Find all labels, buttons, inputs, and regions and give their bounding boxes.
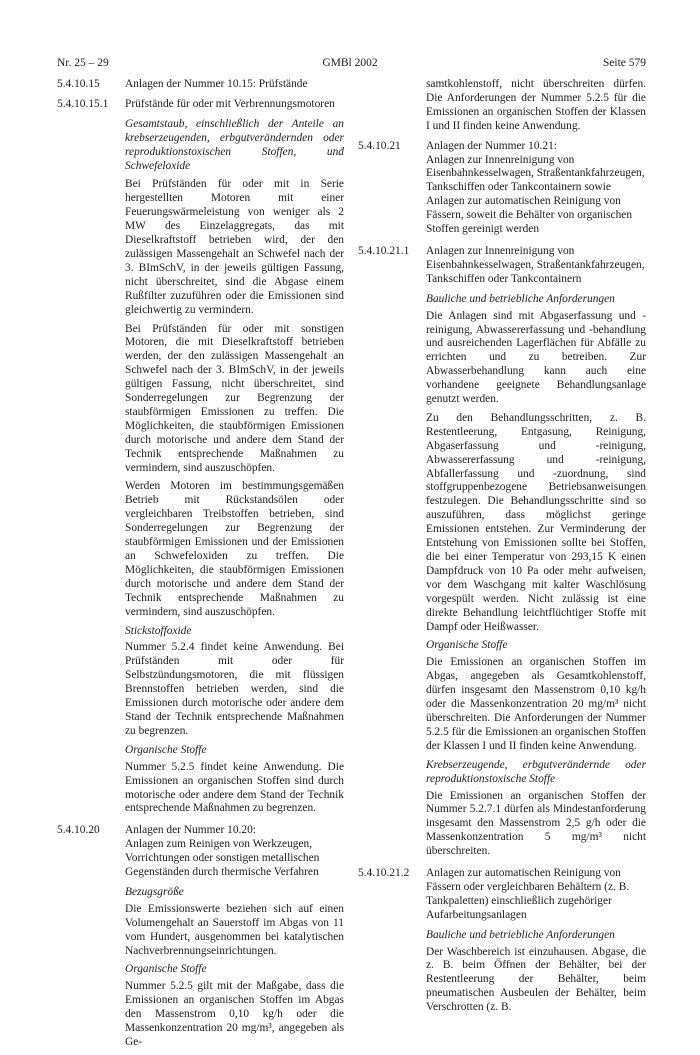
paragraph-continued: samtkohlenstoff, nicht überschreiten dürfen. Die Anforderungen der Nummer 5.2.5 für die Emissionen an organischen Stoffen der Klassen I und II finden keine Anwendung. [426, 78, 646, 132]
section-number: 5.4.10.21.1 [358, 244, 410, 257]
left-column [57, 78, 344, 1055]
subheading: Organische Stoffe [125, 743, 207, 756]
section-heading [57, 824, 344, 880]
header-page: Seite 579 [602, 57, 646, 69]
section-heading [57, 98, 344, 112]
paragraph: Die Emissionswerte beziehen sich auf einen Volumengehalt an Sauerstoff im Abgas von 11 vom Hundert, ausgenommen bei katalytischen Nachverbrennungseinrichtungen. [125, 902, 344, 957]
section-heading [358, 867, 646, 923]
subheading: Gesamtstaub, einschließlich der Anteile an krebserzeugenden, erbgutverändernden oder reproduktionstoxischen Stoffen, und Schwefeloxide [125, 117, 344, 172]
section-body [426, 293, 646, 859]
section-title-detail: Anlagen zur Innenreinigung von Eisenbahnkesselwagen, Straßentankfahrzeugen, Tankschiffen oder Tankcontainern sowie Anlagen zur automatischen Reinigung von Fässern, soweit die Behälter von organischen Stoffen gereinigt werden [426, 153, 645, 236]
header-journal: GMBl 2002 [322, 57, 378, 69]
paragraph: Nummer 5.2.5 findet keine Anwendung. Die Emissionen an organischen Stoffen sind durch motorische oder andere dem Stand der Technik entsprechende Maßnahmen zu begrenzen. [125, 760, 344, 815]
subheading: Organische Stoffe [426, 639, 508, 652]
section-title: Anlagen zur automatischen Reinigung von Fässern oder vergleichbaren Behältern (z. B. Tankpaletten) einschließlich zugehöriger Aufarbeitungsanlagen [426, 867, 630, 921]
paragraph: Bei Prüfständen für oder mit in Serie hergestellten Motoren mit einer Feuerungswärmeleistung von weniger als 2 MW des Einzelaggregats, das mit Dieselkraftstoff betrieben wird, der den zulässigen Massengehalt an Schwefel nach der 3. BImSchV, in der jeweils gültigen Fassung, nicht überschreitet, sind die Abgase einem Rußfilter zuzuführen oder die Emissionen sind gleichwertig zu vermindern. [125, 178, 344, 316]
section-heading [358, 245, 646, 287]
section-title: Anlagen zur Innenreinigung von Eisenbahnkesselwagen, Straßentankfahrzeugen, Tankschiffen oder Tankcontainern [426, 244, 645, 285]
paragraph: Die Emissionen an organischen Stoffen im Abgas, angegeben als Gesamtkohlenstoff, dürfen insgesamt den Massenstrom 0,10 kg/h oder die Massenkonzentration 20 mg/m³ nicht überschreiten. Die Anforderungen der Nummer 5.2.5 für die Emissionen an organischen Stoffen der Klassen I und II finden keine Anwendung. [426, 656, 646, 752]
section-title: Prüfstände für oder mit Verbrennungsmotoren [125, 97, 335, 110]
subheading: Stickstoffoxide [125, 624, 192, 637]
section-title: Anlagen der Nummer 10.21: [426, 139, 557, 152]
paragraph: Die Emissionen an organischen Stoffen der Nummer 5.2.7.1 dürfen als Mindestanforderung insgesamt den Massenstrom 2,5 g/h oder die Massenkonzentration 5 mg/m³ nicht überschreiten. [426, 789, 646, 858]
right-column [358, 78, 646, 1020]
section-body [125, 886, 344, 1050]
paragraph: Die Anlagen sind mit Abgaserfassung und -reinigung, Abwassererfassung und -behandlung und ausreichenden Lagerflächen für Abfälle zu errichten und zu betreiben. Zur Abwasserbehandlung kann auch eine vorhandene geeignete Behandlungsanlage genutzt werden. [426, 309, 646, 406]
section-number: 5.4.10.15.1 [57, 97, 109, 110]
subheading: Bauliche und betriebliche Anforderungen [426, 928, 615, 941]
paragraph: Zu den Behandlungsschritten, z. B. Restentleerung, Entgasung, Reinigung, Abgaserfassung und -reinigung, Abwassererfassung und -reinigung, Abfallerfassung und -zuordnung, sind stoffgruppenbezogene Betriebsanweisungen festzulegen. Die Behandlungsschritte sind so auszuführen, dass möglichst geringe Emissionen entstehen. Zur Verminderung der Entstehung von Emissionen sollte bei Stoffen, die bei einer Temperatur von 293,15 K einen Dampfdruck von 10 Pa oder mehr aufweisen, vor dem Waschgang mit kalter Waschlösung vorgespült werden. Nicht zulässig ist eine direkte Behandlung leichtflüchtiger Stoffe mit Dampf oder Heißwasser. [426, 411, 646, 633]
section-body [426, 929, 646, 1015]
subheading: Bauliche und betriebliche Anforderungen [426, 292, 615, 305]
section-number: 5.4.10.21 [358, 139, 401, 152]
paragraph: Bei Prüfständen für oder mit sonstigen Motoren, die mit Dieselkraftstoff betrieben werden, der den zulässigen Massengehalt an Schwefel nach der 3. BImSchV, in der jeweils gültigen Fassung, nicht überschreitet, sind Sonderregelungen zur Begrenzung der staubförmigen Emissionen zu treffen. Die Möglichkeiten, die staubförmigen Emissionen durch motorische und andere dem Stand der Technik entsprechende Maßnahmen zu vermindern, sind auszuschöpfen. [125, 322, 344, 474]
section-number: 5.4.10.15 [57, 78, 100, 90]
subheading: Organische Stoffe [125, 963, 207, 976]
section-title-detail: Anlagen zum Reinigen von Werkzeugen, Vorrichtungen oder sonstigen metallischen Gegenständen durch thermische Verfahren [125, 838, 320, 879]
paragraph: Werden Motoren im bestimmungsgemäßen Betrieb mit Rückstandsölen oder vergleichbaren Treibstoffen betrieben, sind Sonderregelungen zur Begrenzung der staubförmigen Emissionen und der Emissionen an Schwefeloxiden zu treffen. Die Möglichkeiten, die staubförmigen Emissionen durch motorische und andere dem Stand der Technik entsprechende Maßnahmen zu vermindern, sind auszuschöpfen. [125, 480, 344, 618]
paragraph: Nummer 5.2.5 gilt mit der Maßgabe, dass die Emissionen an organischen Stoffen im Abgas den Massenstrom 0,10 kg/h oder die Massenkonzentration 20 mg/m³, angegeben als Ge- [125, 980, 344, 1048]
paragraph: Nummer 5.2.4 findet keine Anwendung. Bei Prüfständen mit oder für Selbstzündungsmotoren, die mit flüssigen Brennstoffen betrieben werden, sind die Emissionen durch motorische oder andere dem Stand der Technik entsprechende Maßnahmen zu begrenzen. [125, 641, 344, 737]
section-number: 5.4.10.20 [57, 824, 100, 837]
section-number: 5.4.10.21.2 [358, 867, 410, 880]
section-title: Anlagen der Nummer 10.15: Prüfstände [125, 78, 308, 90]
paragraph: Der Waschbereich ist einzuhausen. Abgase, die z. B. beim Öffnen der Behälter, bei der Restentleerung der Behälter, beim pneumatischen Ausbeulen der Behälter, beim Verschrotten (z. B. [426, 945, 646, 1014]
section-title: Anlagen der Nummer 10.20: [125, 824, 256, 837]
section-body [125, 118, 344, 817]
section-heading [358, 140, 646, 237]
header-issue: Nr. 25 – 29 [57, 57, 109, 69]
subheading: Krebserzeugende, erbgutverändernde oder reproduktionstoxische Stoffe [426, 758, 646, 785]
subheading: Bezugsgröße [125, 885, 184, 898]
section-heading [57, 78, 344, 92]
